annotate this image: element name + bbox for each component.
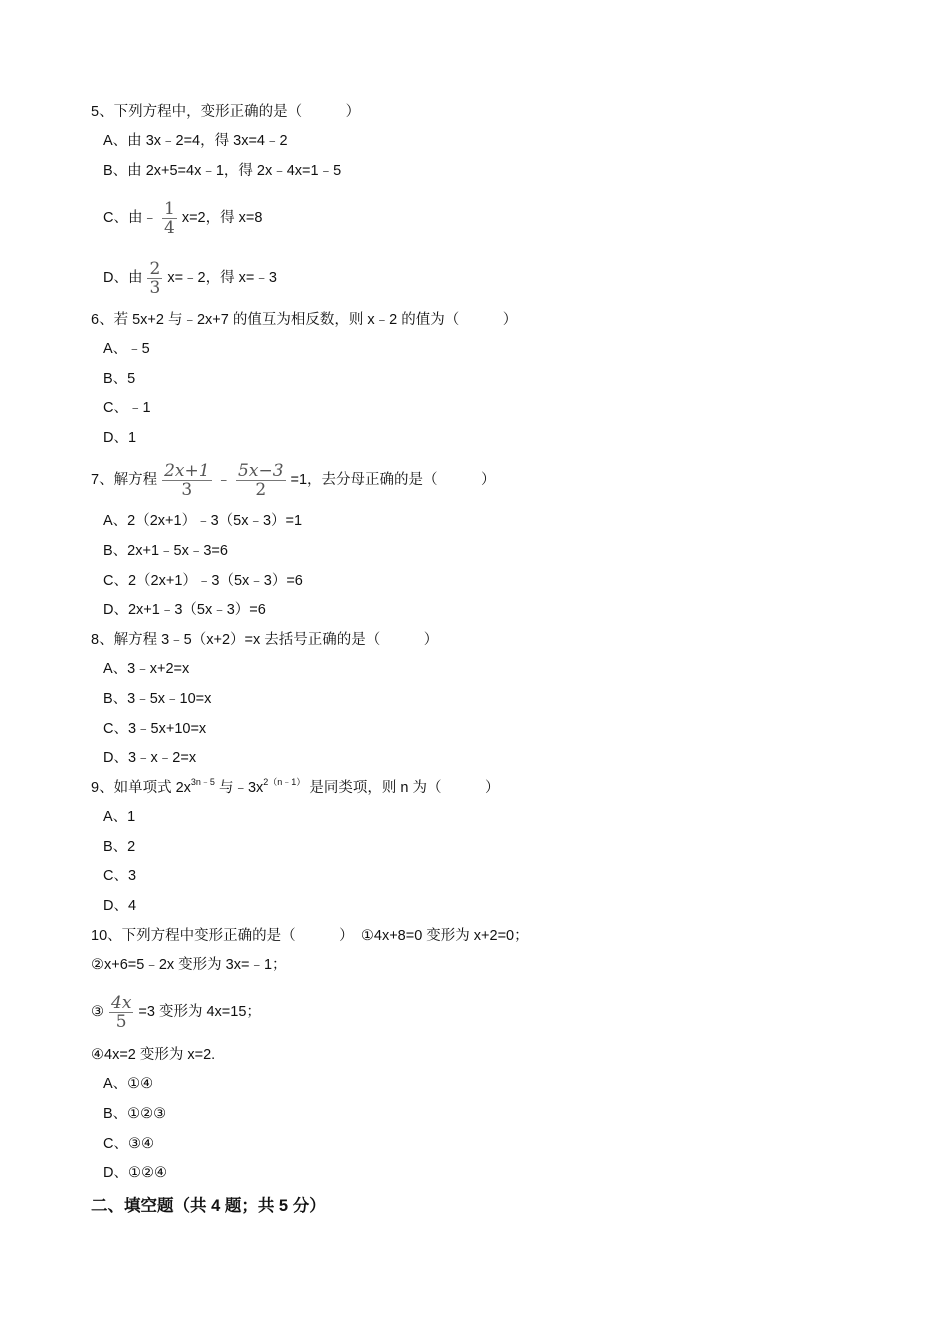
q8-option-a: A、3﹣x+2=x — [103, 661, 190, 677]
fraction-denominator: 3 — [181, 479, 193, 500]
q8-stem: 8、解方程 3﹣5（x+2）=x 去括号正确的是（ ） — [91, 632, 439, 648]
q6-stem: 6、若 5x+2 与﹣2x+7 的值互为相反数，则 x﹣2 的值为（ ） — [91, 312, 518, 328]
q5-option-a: A、由 3x﹣2=4，得 3x=4﹣2 — [103, 133, 288, 149]
q10-option-a: A、①④ — [103, 1076, 154, 1092]
q5-option-c-prefix: C、由﹣ — [103, 210, 157, 226]
q5-stem: 5、下列方程中，变形正确的是（ ） — [91, 104, 361, 120]
q6-option-a: A、﹣5 — [103, 341, 150, 357]
fraction-numerator: 2x+1 — [164, 460, 210, 481]
q10-item-3-fraction — [109, 994, 133, 1031]
q8-option-d: D、3﹣x﹣2=x — [103, 750, 197, 766]
q7-fraction-2 — [236, 462, 285, 499]
q10-option-d: D、①②④ — [103, 1165, 167, 1181]
q5-option-d-fraction — [147, 260, 162, 297]
q9-stem-a: 9、如单项式 2x — [91, 780, 191, 796]
q6-option-d: D、1 — [103, 430, 137, 446]
q10-item-2: ②x+6=5﹣2x 变形为 3x=﹣1； — [91, 957, 287, 973]
q9-stem — [91, 778, 499, 798]
q7-option-a: A、2（2x+1）﹣3（5x﹣3）=1 — [103, 513, 303, 529]
q7-fraction-1 — [162, 462, 211, 499]
q7-option-b: B、2x+1﹣5x﹣3=6 — [103, 543, 228, 559]
fraction-numerator: 2 — [149, 258, 161, 279]
q5-option-c — [103, 190, 262, 246]
q10-item-3-suffix: =3 变形为 4x=15； — [138, 1004, 261, 1020]
q7-option-d: D、2x+1﹣3（5x﹣3）=6 — [103, 602, 266, 618]
q7-minus: ﹣ — [216, 472, 232, 488]
fraction-denominator: 2 — [255, 479, 267, 500]
q10-option-c: C、③④ — [103, 1136, 154, 1152]
q7-stem-suffix: =1，去分母正确的是（ ） — [290, 472, 496, 488]
q10-stem: 10、下列方程中变形正确的是（ ） ①4x+8=0 变形为 x+2=0； — [91, 928, 529, 944]
q5-option-c-fraction — [162, 200, 177, 237]
q10-item-3-prefix: ③ — [91, 1004, 104, 1020]
fraction-denominator: 3 — [149, 277, 161, 298]
q9-stem-b: 与﹣3x — [214, 780, 264, 796]
q9-stem-c: 是同类项，则 n 为（ ） — [305, 780, 500, 796]
q7-option-c: C、2（2x+1）﹣3（5x﹣3）=6 — [103, 573, 303, 589]
q5-option-d-suffix: x=﹣2，得 x=﹣3 — [167, 270, 277, 286]
q9-exponent-2: 2（n﹣1） — [263, 777, 306, 787]
q9-exponent-1: 3n﹣5 — [190, 777, 215, 787]
q5-option-d — [103, 250, 277, 306]
fraction-denominator: 4 — [163, 217, 175, 238]
q9-option-b: B、2 — [103, 839, 136, 855]
q8-option-b: B、3﹣5x﹣10=x — [103, 691, 212, 707]
q5-option-c-suffix: x=2，得 x=8 — [181, 210, 263, 226]
q7-stem — [91, 452, 496, 508]
q7-stem-prefix: 7、解方程 — [91, 472, 158, 488]
q5-option-d-prefix: D、由 — [103, 270, 143, 286]
fraction-numerator: 4x — [111, 992, 132, 1013]
q9-option-a: A、1 — [103, 809, 136, 825]
section-heading-fill-in: 二、填空题（共 4 题；共 5 分） — [91, 1197, 326, 1215]
fraction-numerator: 1 — [163, 198, 175, 219]
q8-option-c: C、3﹣5x+10=x — [103, 721, 207, 737]
q10-item-4: ④4x=2 变形为 x=2. — [91, 1047, 216, 1063]
q9-option-d: D、4 — [103, 898, 137, 914]
q9-option-c: C、3 — [103, 868, 137, 884]
fraction-denominator: 5 — [115, 1011, 127, 1032]
q10-option-b: B、①②③ — [103, 1106, 167, 1122]
q5-option-b: B、由 2x+5=4x﹣1，得 2x﹣4x=1﹣5 — [103, 163, 342, 179]
fraction-numerator: 5x−3 — [238, 460, 284, 481]
q6-option-b: B、5 — [103, 371, 136, 387]
q10-item-3 — [91, 984, 261, 1040]
q6-option-c: C、﹣1 — [103, 400, 151, 416]
